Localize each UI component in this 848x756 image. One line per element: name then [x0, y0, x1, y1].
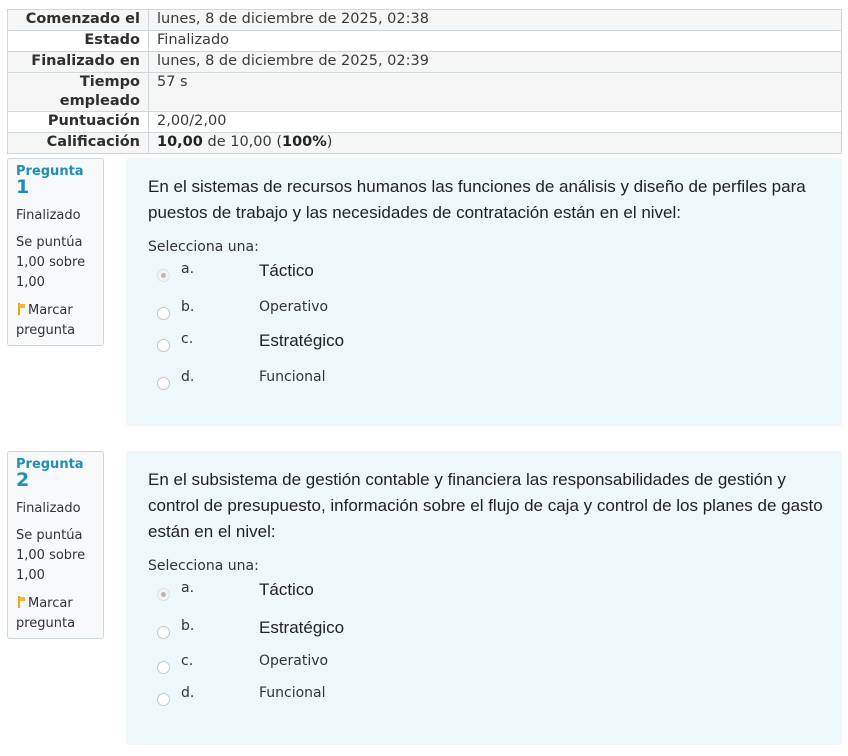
grade-close: ): [326, 134, 333, 150]
summary-label: Tiempo empleado: [8, 73, 149, 112]
answer-prompt: Selecciona una:: [148, 239, 259, 255]
answer-option-c[interactable]: [148, 653, 748, 673]
question-label: Pregunta: [16, 457, 84, 472]
flag-question-button[interactable]: [16, 594, 103, 634]
radio-button[interactable]: [157, 693, 170, 706]
radio-button[interactable]: [157, 307, 170, 320]
question-grade: Se puntúa 1,00 sobre 1,00: [16, 528, 86, 583]
flag-icon: [16, 303, 25, 315]
summary-row-started: [8, 10, 842, 31]
option-text: Funcional: [259, 685, 326, 701]
answer-option-c[interactable]: [148, 331, 748, 351]
option-letter: b.: [181, 618, 195, 634]
grade-score: 10,00: [157, 134, 203, 150]
question-state: Finalizado: [16, 208, 81, 223]
option-letter: b.: [181, 299, 195, 315]
summary-value: Finalizado: [149, 31, 842, 52]
summary-label: Finalizado en: [8, 52, 149, 73]
answer-option-d[interactable]: [148, 369, 748, 389]
option-text: Táctico: [259, 261, 314, 280]
question-state: Finalizado: [16, 501, 81, 516]
radio-button[interactable]: [157, 661, 170, 674]
attempt-summary-table: [7, 9, 842, 154]
grade-percent: 100%: [282, 134, 327, 150]
option-text: Estratégico: [259, 618, 345, 637]
summary-label: Estado: [8, 31, 149, 52]
option-text: Táctico: [259, 580, 314, 599]
option-letter: d.: [181, 369, 195, 385]
question-text: En el sistemas de recursos humanos las funciones de análisis y diseño de perfiles para puestos de trabajo y las necesidades de contratación están en el nivel:: [148, 177, 806, 222]
radio-button[interactable]: [157, 377, 170, 390]
radio-button[interactable]: [157, 339, 170, 352]
summary-row-time: [8, 73, 842, 112]
flag-question-label: Marcar pregunta: [16, 596, 76, 631]
answer-option-b[interactable]: [148, 299, 748, 319]
flag-question-label: Marcar pregunta: [16, 303, 76, 338]
summary-label: Comenzado el: [8, 10, 149, 31]
question-content-1: [126, 158, 842, 426]
question-grade: Se puntúa 1,00 sobre 1,00: [16, 235, 86, 290]
option-letter: c.: [181, 653, 194, 669]
summary-value: [149, 133, 842, 154]
summary-value: 2,00/2,00: [149, 112, 842, 133]
option-text: Funcional: [259, 369, 326, 385]
option-letter: a.: [181, 261, 195, 277]
question-label: Pregunta: [16, 164, 84, 179]
answer-option-d[interactable]: [148, 685, 748, 705]
option-text: Operativo: [259, 653, 329, 669]
answer-option-a[interactable]: [148, 580, 748, 600]
summary-row-state: [8, 31, 842, 52]
radio-button[interactable]: [157, 626, 170, 639]
radio-button-selected[interactable]: [157, 269, 170, 282]
summary-value: lunes, 8 de diciembre de 2025, 02:39: [149, 52, 842, 73]
question-text: En el subsistema de gestión contable y financiera las responsabilidades de gestión y control de presupuesto, información sobre el flujo de caja y control de los planes de gasto están en el nivel:: [148, 470, 823, 541]
summary-value: 57 s: [149, 73, 842, 112]
question-info-1: [7, 158, 104, 346]
summary-row-finished: [8, 52, 842, 73]
option-letter: d.: [181, 685, 195, 701]
summary-value: lunes, 8 de diciembre de 2025, 02:38: [149, 10, 842, 31]
answer-option-a[interactable]: [148, 261, 748, 281]
flag-question-button[interactable]: [16, 301, 103, 341]
question-content-2: [126, 451, 842, 745]
summary-label: Puntuación: [8, 112, 149, 133]
question-number: 1: [16, 176, 30, 198]
answer-prompt: Selecciona una:: [148, 558, 259, 574]
option-text: Operativo: [259, 299, 329, 315]
option-letter: a.: [181, 580, 195, 596]
summary-row-grade: [8, 133, 842, 154]
summary-row-points: [8, 112, 842, 133]
flag-icon: [16, 596, 25, 608]
option-text: Estratégico: [259, 331, 345, 350]
answer-option-b[interactable]: [148, 618, 748, 638]
grade-of: de 10,00 (: [202, 134, 282, 150]
option-letter: c.: [181, 331, 194, 347]
summary-label: Calificación: [8, 133, 149, 154]
question-number: 2: [16, 469, 30, 491]
radio-button-selected[interactable]: [157, 588, 170, 601]
question-info-2: [7, 451, 104, 639]
